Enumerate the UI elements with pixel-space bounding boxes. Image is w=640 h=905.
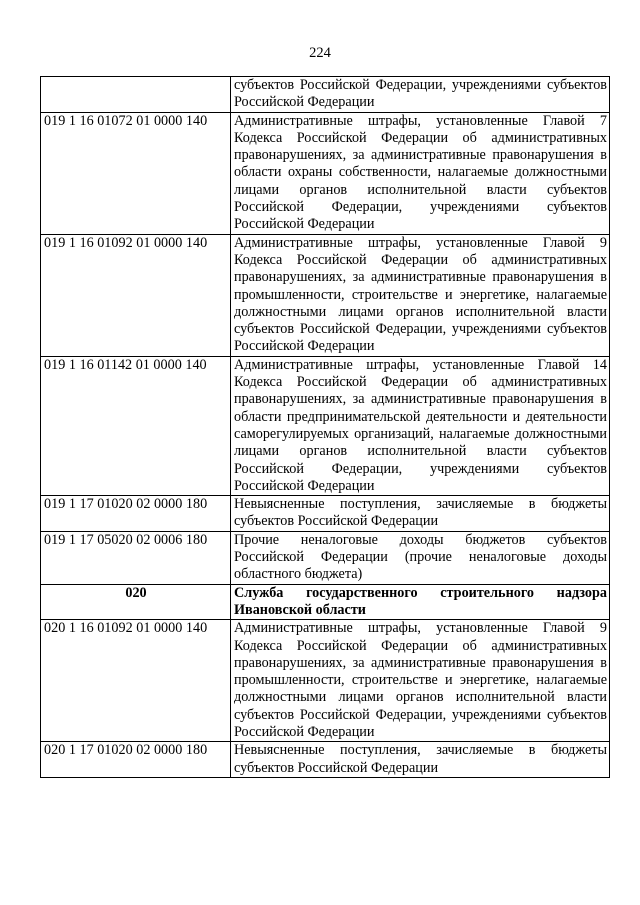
table-body xyxy=(41,77,610,778)
table-row xyxy=(41,77,610,113)
table-row xyxy=(41,496,610,532)
description-cell: субъектов Российской Федерации, учреждениями субъектов Российской Федерации xyxy=(231,77,610,113)
description-cell: Административные штрафы, установленные Главой 9 Кодекса Российской Федерации об административных правонарушениях, за административные правонарушения в промышленности, строительстве и энергетике, налагаемые должностными лицами органов исполнительной власти субъектов Российской Федерации, учреждениями субъектов Российской Федерации xyxy=(231,234,610,356)
revenue-code-cell: 019 1 16 01092 01 0000 140 xyxy=(41,234,231,356)
revenue-code-cell: 019 1 16 01072 01 0000 140 xyxy=(41,112,231,234)
table-row xyxy=(41,356,610,495)
revenue-code-cell xyxy=(41,77,231,113)
description-cell: Прочие неналоговые доходы бюджетов субъектов Российской Федерации (прочие неналоговые доходы областного бюджета) xyxy=(231,531,610,584)
revenue-codes-table xyxy=(40,76,610,778)
revenue-code-cell: 020 1 16 01092 01 0000 140 xyxy=(41,620,231,742)
section-header-row xyxy=(41,584,610,620)
revenue-code-cell: 020 1 17 01020 02 0000 180 xyxy=(41,742,231,778)
table-row xyxy=(41,531,610,584)
table-row xyxy=(41,112,610,234)
description-cell: Невыясненные поступления, зачисляемые в бюджеты субъектов Российской Федерации xyxy=(231,496,610,532)
description-cell: Невыясненные поступления, зачисляемые в бюджеты субъектов Российской Федерации xyxy=(231,742,610,778)
page-number: 224 xyxy=(309,45,331,61)
description-cell: Административные штрафы, установленные Главой 7 Кодекса Российской Федерации об административных правонарушениях, за административные правонарушения в области охраны собственности, налагаемые должностными лицами органов исполнительной власти субъектов Российской Федерации, учреждениями субъектов Российской Федерации xyxy=(231,112,610,234)
table-row xyxy=(41,234,610,356)
table-row xyxy=(41,620,610,742)
description-cell: Административные штрафы, установленные Главой 14 Кодекса Российской Федерации об административных правонарушениях, за административные правонарушения в области предпринимательской деятельности и деятельности саморегулируемых организаций, налагаемые должностными лицами органов исполнительной власти субъектов Российской Федерации, учреждениями субъектов Российской Федерации xyxy=(231,356,610,495)
description-cell: Административные штрафы, установленные Главой 9 Кодекса Российской Федерации об административных правонарушениях, за административные правонарушения в промышленности, строительстве и энергетике, налагаемые должностными лицами органов исполнительной власти субъектов Российской Федерации, учреждениями субъектов Российской Федерации xyxy=(231,620,610,742)
revenue-code-cell: 019 1 17 01020 02 0000 180 xyxy=(41,496,231,532)
table-row xyxy=(41,742,610,778)
revenue-code-cell: 019 1 17 05020 02 0006 180 xyxy=(41,531,231,584)
revenue-code-cell: 019 1 16 01142 01 0000 140 xyxy=(41,356,231,495)
revenue-code-cell: 020 xyxy=(41,584,231,620)
description-cell: Служба государственного строительного надзора Ивановской области xyxy=(231,584,610,620)
